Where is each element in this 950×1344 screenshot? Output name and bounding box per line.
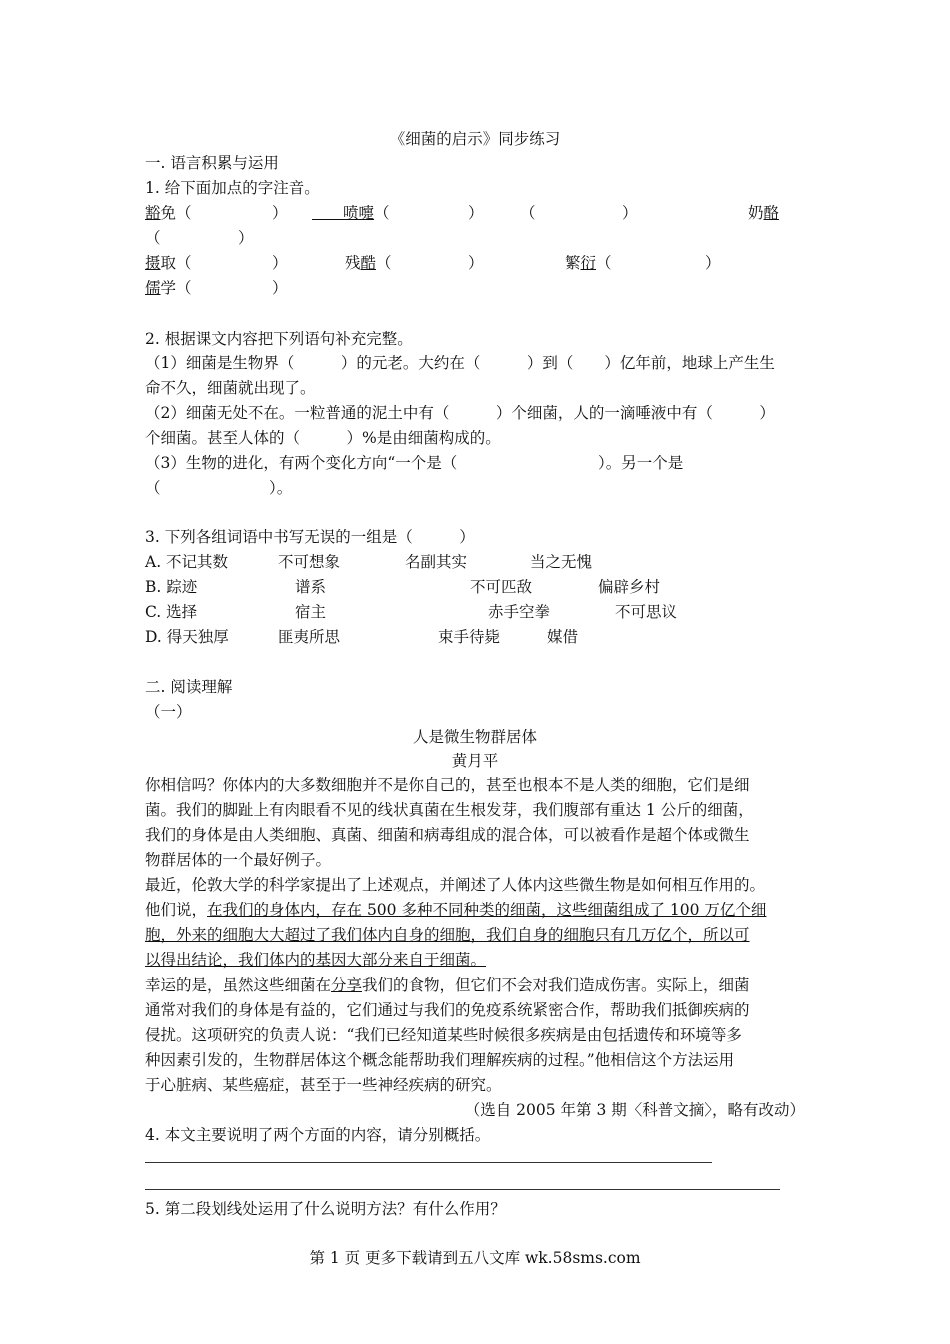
q2-line: 命不久，细菌就出现了。: [145, 379, 316, 397]
answer-line: [145, 1189, 780, 1190]
underlined-word: 分享: [331, 976, 363, 994]
q2-line: （2）细菌无处不在。一粒普通的泥土中有（ ）个细菌，人的一滴唾液中有（ ）: [145, 404, 775, 422]
article-line: 你相信吗？你体内的大多数细胞并不是你自己的，甚至也根本不是人类的细胞，它们是细: [145, 776, 750, 794]
q3-prompt: 3. 下列各组词语中书写无误的一组是（ ）: [145, 528, 475, 546]
q1-prompt: 1. 给下面加点的字注音。: [145, 179, 320, 197]
q2-line: （1）细菌是生物界（ ）的元老。大约在（ ）到（ ）亿年前，地球上产生生: [145, 354, 775, 372]
article-line: 他们说，在我们的身体内，存在 500 多种不同种类的细菌，这些细菌组成了 100 万亿个细: [145, 901, 767, 919]
q3-option-b: B. 踪迹: [145, 578, 198, 596]
reading-part-label: （一）: [145, 703, 192, 721]
section-2-heading: 二. 阅读理解: [145, 678, 233, 696]
article-line: 我们的身体是由人类细胞、真菌、细菌和病毒组成的混合体，可以被看作是超个体或微生: [145, 826, 750, 844]
article-line: 幸运的是，虽然这些细菌在分享我们的食物，但它们不会对我们造成伤害。实际上，细菌: [145, 976, 750, 994]
article-line: 种因素引发的，生物群居体这个概念能帮助我们理解疾病的过程。”他相信这个方法运用: [145, 1051, 735, 1069]
q3-option-a: A. 不记其数: [145, 553, 229, 571]
q1-row-2: （ ）: [145, 229, 254, 247]
article-source: （选自 2005 年第 3 期〈科普文摘〉，略有改动）: [464, 1101, 805, 1119]
q3-option-c: C. 选择: [145, 603, 198, 621]
page-footer: 第 1 页 更多下载请到五八文库 wk.58sms.com: [309, 1249, 641, 1267]
dotted-char: 豁: [145, 204, 161, 222]
article-author: 黄月平: [451, 752, 499, 770]
article-title: 人是微生物群居体: [412, 728, 537, 746]
q1-row-4: 儒学（: [145, 279, 192, 297]
answer-line: [145, 1162, 712, 1163]
article-line: 通常对我们的身体是有益的，它们通过与我们的免疫系统紧密合作，帮助我们抵御疾病的: [145, 1001, 750, 1019]
q2-line: （3）生物的进化，有两个变化方向“一个是（: [145, 454, 458, 472]
section-1-heading: 一. 语言积累与运用: [145, 154, 279, 172]
word-multiply: 繁衍（: [565, 254, 612, 272]
article-line: 最近，伦敦大学的科学家提出了上述观点，并阐述了人体内这些微生物是如何相互作用的。: [145, 876, 766, 894]
article-line: 侵扰。这项研究的负责人说：“我们已经知道某些时候很多疾病是由包括遗传和环境等多: [145, 1026, 742, 1044]
underlined-passage: 以得出结论，我们体内的基因大部分来自于细菌。: [145, 951, 487, 969]
q2-prompt: 2. 根据课文内容把下列语句补充完整。: [145, 330, 413, 348]
underlined-passage: 胞，外来的细胞大大超过了我们体内自身的细胞，我们自身的细胞只有几万亿个，所以可: [145, 926, 750, 944]
word-sneeze: 喷嚏（: [343, 204, 390, 222]
q2-line: 个细菌。甚至人体的（ ）%是由细菌构成的。: [145, 429, 501, 447]
word-cheese: 奶酪: [748, 204, 780, 222]
q1-row-3: 摄取（: [145, 254, 192, 272]
q2-line: （ ）。: [145, 479, 293, 497]
article-line: 于心脏病、某些癌症，甚至于一些神经疾病的研究。: [145, 1076, 502, 1094]
underlined-passage: 在我们的身体内，存在 500 多种不同种类的细菌，这些细菌组成了 100 万亿个细: [207, 901, 767, 919]
q5-prompt: 5. 第二段划线处运用了什么说明方法？有什么作用？: [145, 1200, 506, 1218]
q3-option-d: D. 得天独厚: [145, 628, 229, 646]
q1-row-1: 豁免（: [145, 204, 192, 222]
page-title: 《细菌的启示》同步练习: [389, 130, 561, 148]
word-cruel: 残酷（: [345, 254, 392, 272]
article-line: 菌。我们的脚趾上有肉眼看不见的线状真菌在生根发芽，我们腹部有重达 1 公斤的细菌，: [145, 801, 754, 819]
q2-line-tail: ）。另一个是: [598, 454, 684, 472]
article-line: 物群居体的一个最好例子。: [145, 851, 332, 869]
q4-prompt: 4. 本文主要说明了两个方面的内容，请分别概括。: [145, 1126, 491, 1144]
